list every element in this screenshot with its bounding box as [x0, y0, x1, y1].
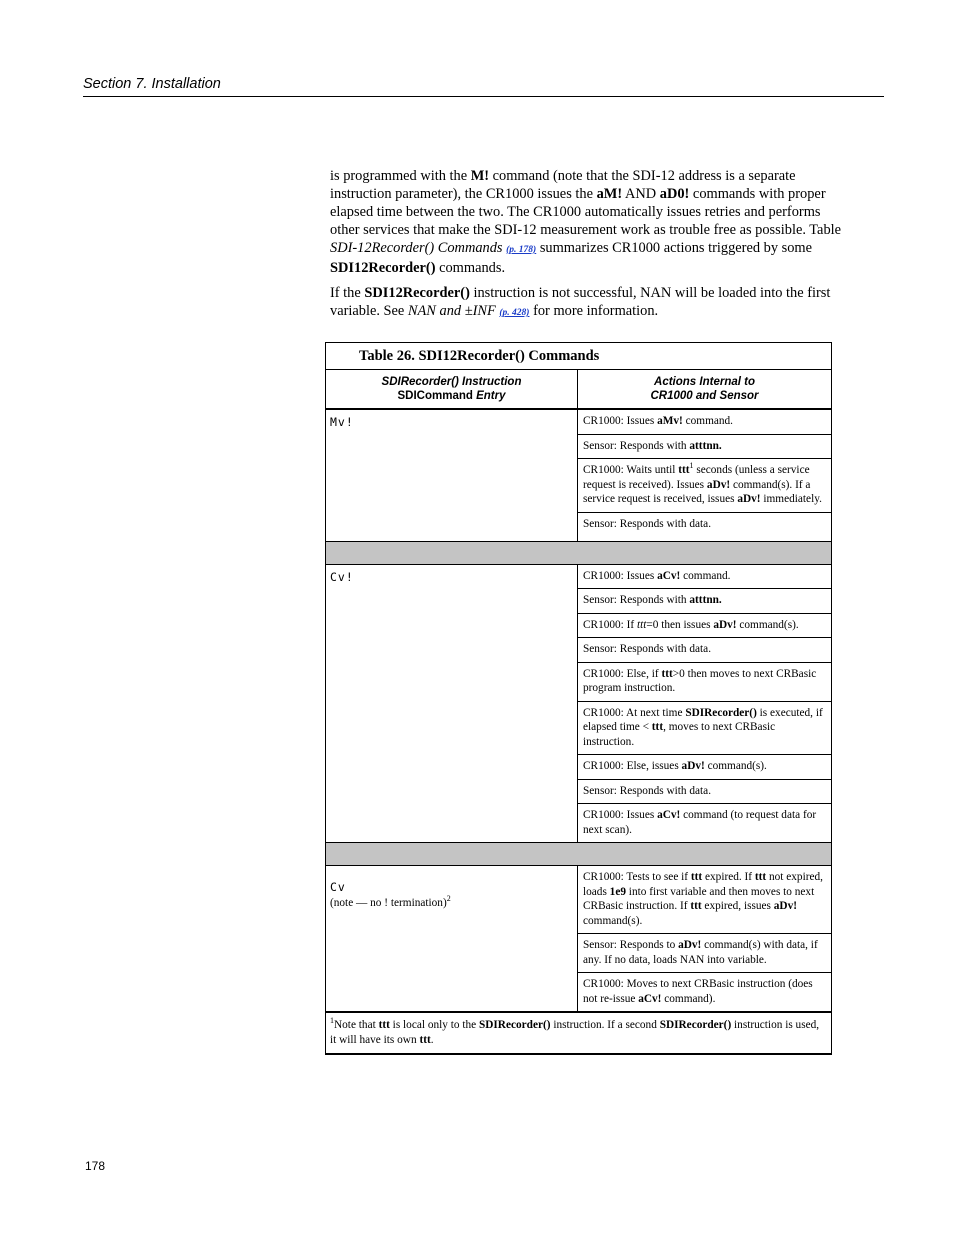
action-cell: CR1000: Moves to next CRBasic instruction (does not re-issue aCv! command). [578, 973, 832, 1013]
table-row [326, 409, 832, 434]
page-number: 178 [85, 1159, 106, 1173]
page-reference-link[interactable]: (p. 428) [499, 308, 530, 318]
table-footnote: $^1$Note that ttt is local only to the SDIRecorder() instruction. If a second SDIRecorder() instruction is used, it will have its own ttt. [326, 1012, 832, 1054]
command-cell: Cv (note — no ! termination)$^2$ [326, 866, 578, 1013]
separator-row [326, 541, 832, 564]
action-cell: Sensor: Responds with atttnn. [578, 434, 832, 459]
command-cell: Mv! [326, 409, 578, 541]
action-cell: CR1000: Issues aCv! command. [578, 564, 832, 589]
table-footnote-row [326, 1012, 832, 1054]
command-cell: Cv! [326, 564, 578, 843]
action-cell: CR1000: Tests to see if ttt expired. If ttt not expired, loads 1e9 into first variable and then moves to next CRBasic instruction. If ttt expired, issues aDv! command(s). [578, 866, 832, 934]
table-title: Table 26. SDI12Recorder() Commands [326, 343, 832, 370]
action-cell: CR1000: Else, if ttt>0 then moves to next CRBasic program instruction. [578, 662, 832, 701]
action-cell: Sensor: Responds with data. [578, 779, 832, 804]
table-row [326, 866, 832, 934]
column-header-instruction: SDIRecorder() Instruction SDICommand Entry [326, 370, 578, 410]
action-cell: CR1000: Waits until ttt$^1$ seconds (unless a service request is received). Issues aDv! command(s). If a service request is received, issues aDv! immediately. [578, 459, 832, 513]
running-header: Section 7. Installation [83, 76, 884, 97]
column-header-actions: Actions Internal to CR1000 and Sensor [578, 370, 832, 410]
action-cell: CR1000: Issues aMv! command. [578, 409, 832, 434]
action-cell: Sensor: Responds to aDv! command(s) with data, if any. If no data, loads NAN into variable. [578, 934, 832, 973]
action-cell: Sensor: Responds with atttnn. [578, 589, 832, 614]
page-reference-link[interactable]: (p. 178) [506, 245, 537, 255]
table-row [326, 564, 832, 589]
paragraph-2: If the SDI12Recorder() instruction is not successful, NAN will be loaded into the first variable. See NAN and ±INF (p. 428) for more information. [330, 285, 831, 319]
action-cell: CR1000: Issues aCv! command (to request data for next scan). [578, 804, 832, 843]
action-cell: CR1000: Else, issues aDv! command(s). [578, 755, 832, 780]
paragraph-1: is programmed with the M! command (note that the SDI-12 address is a separate instruction parameter), the CR1000 issues the aM! AND aD0! commands with proper elapsed time between the two. The CR1000 automatically issues retries and performs other services that make the SDI-12 measurement work as trouble free as possible. Table SDI-12Recorder() Commands (p. 178) summarizes CR1000 actions triggered by some SDI12Recorder() commands. [330, 168, 842, 276]
sdi12-commands-table [325, 342, 832, 1055]
separator-row [326, 843, 832, 866]
action-cell: Sensor: Responds with data. [578, 638, 832, 663]
action-cell: CR1000: At next time SDIRecorder() is executed, if elapsed time < ttt, moves to next CRBasic instruction. [578, 701, 832, 755]
action-cell: CR1000: If ttt=0 then issues aDv! command(s). [578, 613, 832, 638]
action-cell: Sensor: Responds with data. [578, 512, 832, 541]
